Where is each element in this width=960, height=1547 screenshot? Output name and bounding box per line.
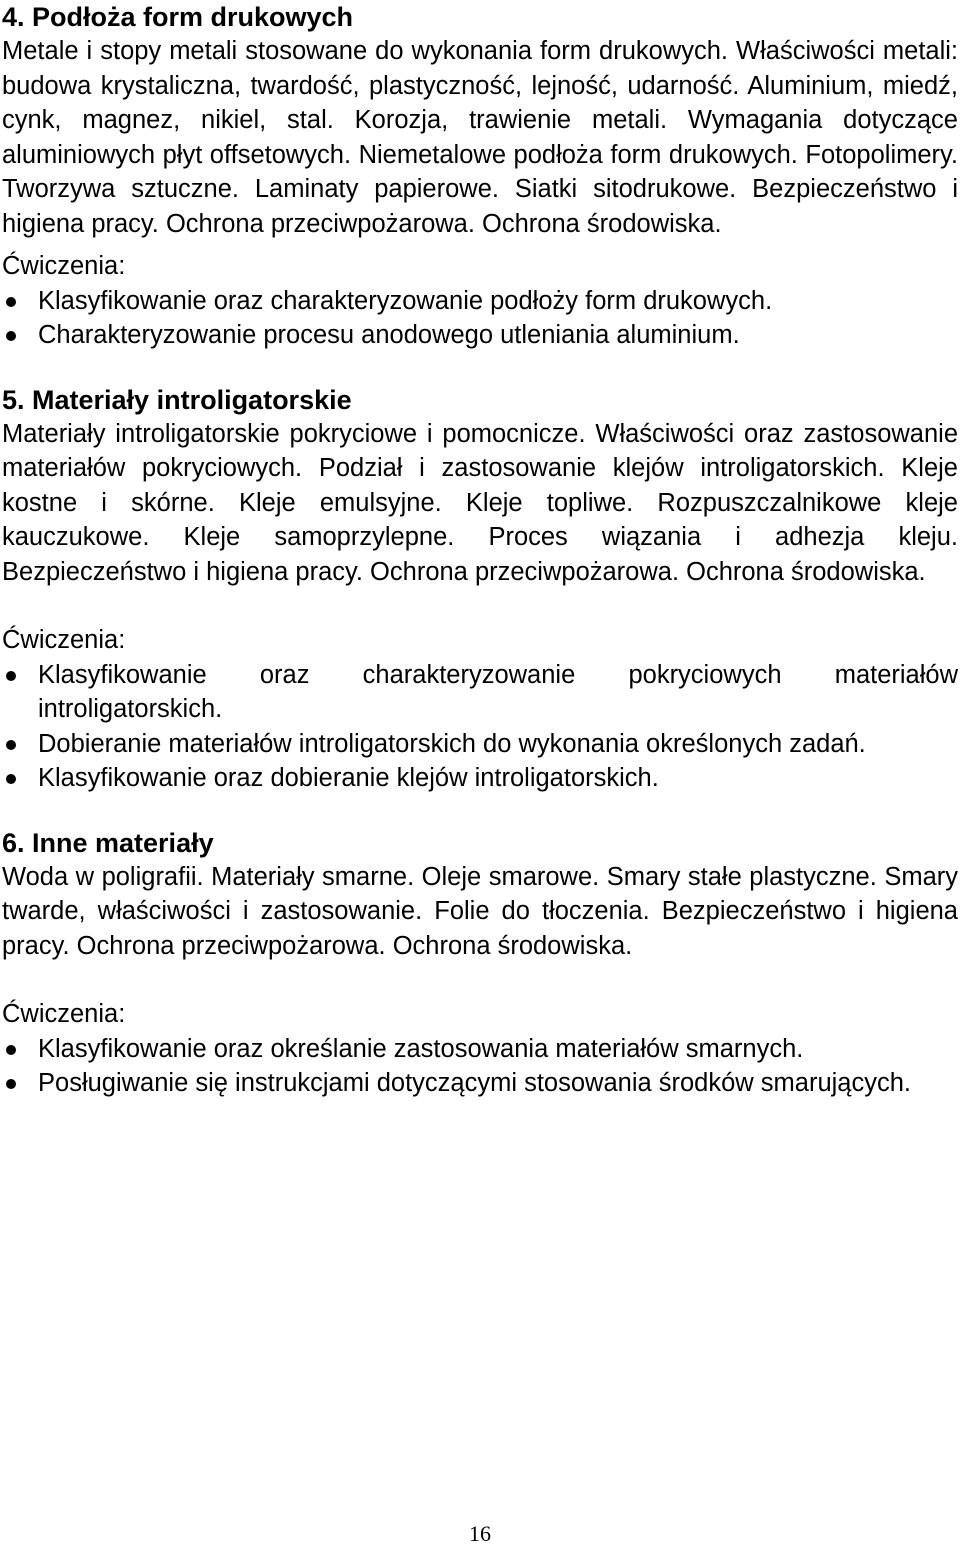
section-body: Materiały introligatorskie pokryciowe i pomocnicze. Właściwości oraz zastosowanie materiałów pokryciowych. Podział i zastosowanie klejów introligatorskich. Kleje kostne i skórne. Kleje emulsyjne. Kleje topliwe. Rozpuszczalnikowe kleje kauczukowe. Kleje samoprzylepne. Proces wiązania i adhezja kleju. Bezpieczeństwo i higiena pracy. Ochrona przeciwpożarowa. Ochrona środowiska.	[2, 419, 958, 586]
exercises-label: Ćwiczenia:	[2, 1000, 126, 1028]
exercises-label: Ćwiczenia:	[2, 252, 126, 280]
bullet-icon	[6, 671, 16, 681]
exercise-list	[2, 284, 958, 353]
exercise-list	[2, 658, 958, 796]
bullet-icon	[6, 774, 16, 784]
exercise-item	[2, 761, 958, 796]
bullet-icon	[6, 331, 16, 341]
bullet-icon	[6, 1045, 16, 1055]
bullet-icon	[6, 1079, 16, 1089]
exercise-text: Klasyfikowanie oraz charakteryzowanie pokryciowych materiałów introligatorskich.	[38, 660, 958, 723]
page-number: 16	[469, 1521, 491, 1546]
exercise-item	[2, 658, 958, 727]
exercise-text: Klasyfikowanie oraz określanie zastosowania materiałów smarnych.	[38, 1034, 804, 1063]
exercise-text: Posługiwanie się instrukcjami dotyczącymi stosowania środków smarujących.	[38, 1069, 912, 1097]
section-body: Metale i stopy metali stosowane do wykonania form drukowych. Właściwości metali: budowa krystaliczna, twardość, plastyczność, lejność, udarność. Aluminium, miedź, cynk, magnez, nikiel, stal. Korozja, trawienie metali. Wymagania dotyczące aluminiowych płyt offsetowych. Niemetalowe podłoża form drukowych. Fotopolimery. Tworzywa sztuczne. Laminaty papierowe. Siatki sitodrukowe. Bezpieczeństwo i higiena pracy. Ochrona przeciwpożarowa. Ochrona środowiska.	[2, 37, 958, 238]
section-4	[2, 0, 958, 353]
exercise-text: Klasyfikowanie oraz charakteryzowanie podłoży form drukowych.	[38, 286, 773, 315]
exercise-item	[2, 1066, 958, 1101]
exercise-item	[2, 284, 958, 319]
section-heading: 6. Inne materiały	[2, 827, 214, 858]
section-heading: 5. Materiały introligatorskie	[2, 384, 352, 415]
exercise-list	[2, 1032, 958, 1101]
exercise-item	[2, 1032, 958, 1067]
section-heading: 4. Podłoża form drukowych	[2, 2, 354, 32]
section-6	[2, 826, 958, 1101]
bullet-icon	[6, 297, 16, 307]
exercise-item	[2, 727, 958, 762]
exercise-text: Dobieranie materiałów introligatorskich do wykonania określonych zadań.	[38, 729, 866, 758]
exercises-label: Ćwiczenia:	[2, 626, 126, 654]
section-5	[2, 383, 958, 796]
exercise-text: Charakteryzowanie procesu anodowego utleniania aluminium.	[38, 321, 740, 349]
section-body: Woda w poligrafii. Materiały smarne. Oleje smarowe. Smary stałe plastyczne. Smary twarde, właściwości i zastosowanie. Folie do tłoczenia. Bezpieczeństwo i higiena pracy. Ochrona przeciwpożarowa. Ochrona środowiska.	[2, 862, 958, 960]
exercise-text: Klasyfikowanie oraz dobieranie klejów introligatorskich.	[38, 764, 659, 792]
exercise-item	[2, 318, 958, 353]
bullet-icon	[6, 740, 16, 750]
